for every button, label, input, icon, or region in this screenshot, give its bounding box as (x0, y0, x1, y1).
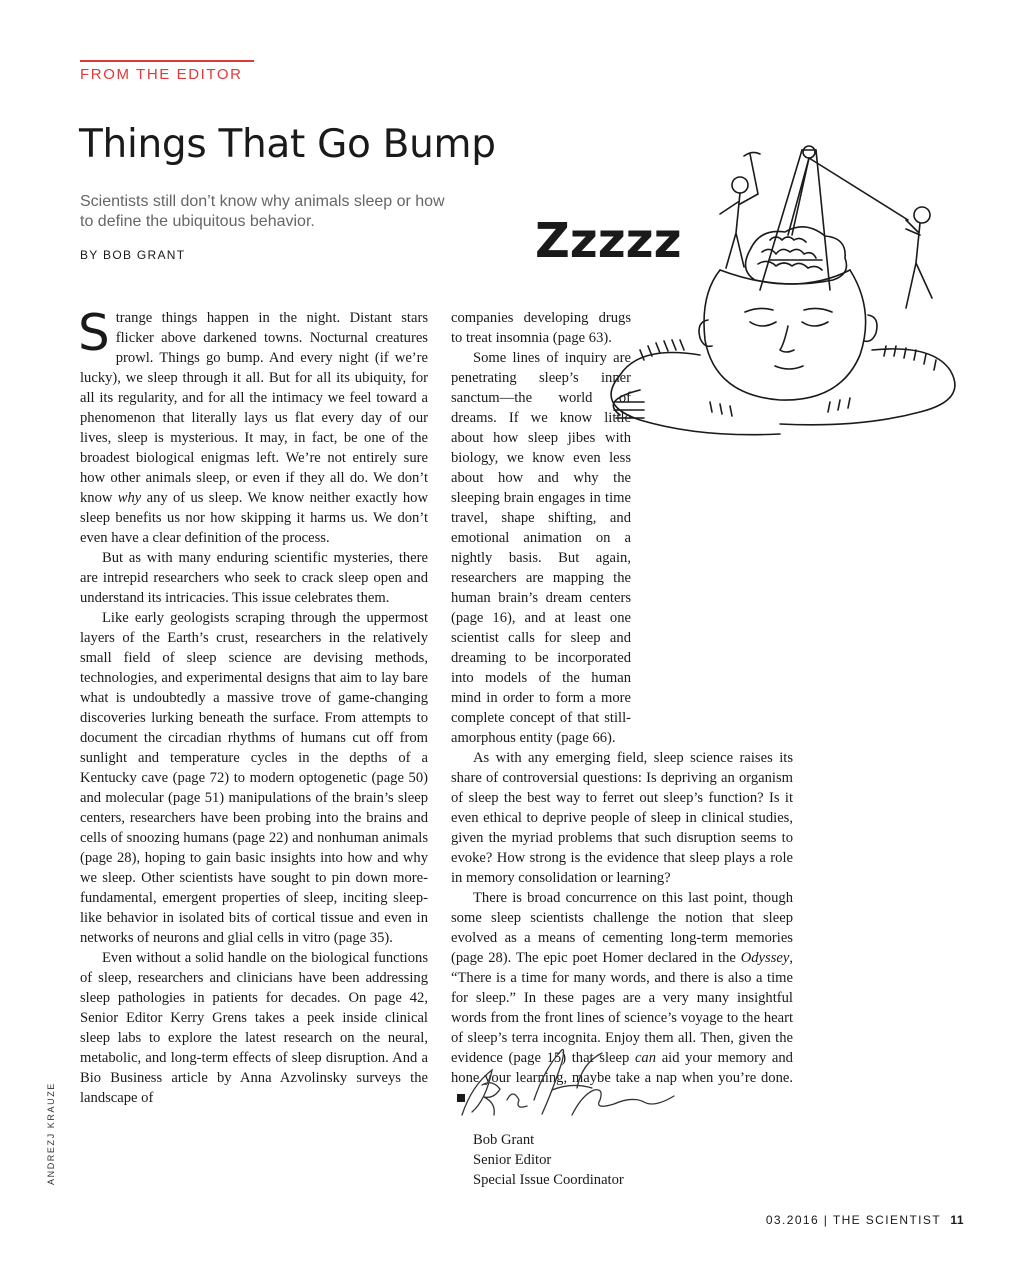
drop-cap: S (78, 304, 110, 362)
body-column-left (78, 304, 429, 1108)
section-rule (80, 60, 254, 62)
folio-date: 03.2016 (765, 1213, 820, 1227)
signoff (473, 1130, 624, 1190)
paragraph: Strange things happen in the night. Distant stars flicker above darkened towns. Nocturnal creatures prowl. Things go bump. And every night (if we’re lucky), we sleep through it all. But for all its ubiquity, for all its regularity, and for all the intimacy we feel toward a phenomenon that literally lays us flat every day of our lives, sleep is mysterious. It may, in fact, be one of the broadest biological enigmas left. We’re not entirely sure how other animals sleep, or even if they all do. We don’t know why any of us sleep. We know neither exactly how sleep benefits us nor how skipping it harms us. We don’t even have a clear definition of the process. (78, 304, 429, 546)
paragraph: But as with many enduring scientific mysteries, there are intrepid researchers who seek to crack sleep open and understand its intricacies. This issue celebrates them. (80, 550, 428, 606)
signoff-name: Bob Grant (473, 1132, 535, 1148)
illustration-credit: ANDREZJ KRAUZE (46, 1082, 56, 1185)
signoff-title: Senior Editor (473, 1152, 552, 1168)
paragraph: There is broad concurrence on this last point, though some sleep scientists challenge the notion that sleep evolved as a means of cementing long-term memories (page 28). The epic poet Homer declared in the Odyssey, “There is a time for many words, and there is also a time for sleep.” In these pages are a very many insightful words from the front lines of science’s voyage to the heart of sleep’s terra incognita. Enjoy them all. Then, given the evidence (page 15) that sleep can aid your memory and hone your learning, maybe take a nap when you’re done. (451, 888, 793, 1108)
headline: Things That Go Bump (79, 122, 496, 167)
paragraph: companies developing drugs to treat insomnia (page 63). (451, 310, 631, 346)
zzz-text: Zzzzz (535, 213, 682, 269)
paragraph: Even without a solid handle on the biological functions of sleep, researchers and clinicians have been addressing sleep pathologies in patients for decades. On page 42, Senior Editor Kerry Grens takes a peek inside clinical sleep labs to explore the latest research on the neural, metabolic, and long-term effects of sleep disruption. And a Bio Business article by Anna Azvolinsky surveys the landscape of (80, 950, 428, 1106)
folio-magazine: THE SCIENTIST (832, 1213, 941, 1227)
paragraph: Some lines of inquiry are penetrating sleep’s inner sanctum—the world of dreams. If we know little about how sleep jibes with biology, we know even less about how and why the sleeping brain engages in time travel, shape shifting, and emotional animation on a nightly basis. But again, researchers are mapping the human brain’s dream centers (page 16), and at least one scientist calls for sleep and dreaming to be incorporated into models of the human mind in order to form a more complete concept of that still-amorphous entity (page 66). (451, 350, 631, 746)
signature (452, 1045, 682, 1130)
paragraph: Like early geologists scraping through the uppermost layers of the Earth’s crust, researchers in the relatively small field of sleep science are devising methods, technologies, and experimental designs that aim to lay bare what is undoubtedly a massive trove of game-changing discoveries lurking beneath the surface. From attempts to document the circadian rhythms of humans cut off from sunlight and temperature cycles in the depths of a Kentucky cave (page 72) to modern optogenetic (page 50) and molecular (page 51) manipulations of the brain’s sleep centers, researchers have been probing into the brains and cells of snoozing humans (page 22) and nonhuman animals (page 28), hoping to gain basic insights into how and why we sleep. Other scientists have sought to pin down more-fundamental, emergent properties of sleep, inciting sleep-like behavior in isolated bits of cortical tissue and even in networks of neurons and glial cells in vitro (page 35). (80, 610, 428, 946)
section-label: FROM THE EDITOR (80, 66, 243, 83)
body-column-right (451, 308, 793, 1108)
folio (766, 1213, 964, 1227)
signoff-role: Special Issue Coordinator (473, 1172, 624, 1188)
folio-page: 11 (950, 1213, 964, 1227)
dek: Scientists still don’t know why animals sleep or how to define the ubiquitous behavior. (80, 193, 445, 230)
byline: BY BOB GRANT (80, 248, 186, 262)
paragraph: As with any emerging field, sleep science raises its share of controversial questions: Is depriving an organism of sleep the best way to ferret out sleep’s function? Is it even ethical to deprive people of sleep in clinical studies, given the myriad problems that such disruption seems to evoke? How strong is the evidence that sleep plays a role in memory consolidation or learning? (451, 750, 793, 886)
folio-separator: | (823, 1213, 829, 1227)
